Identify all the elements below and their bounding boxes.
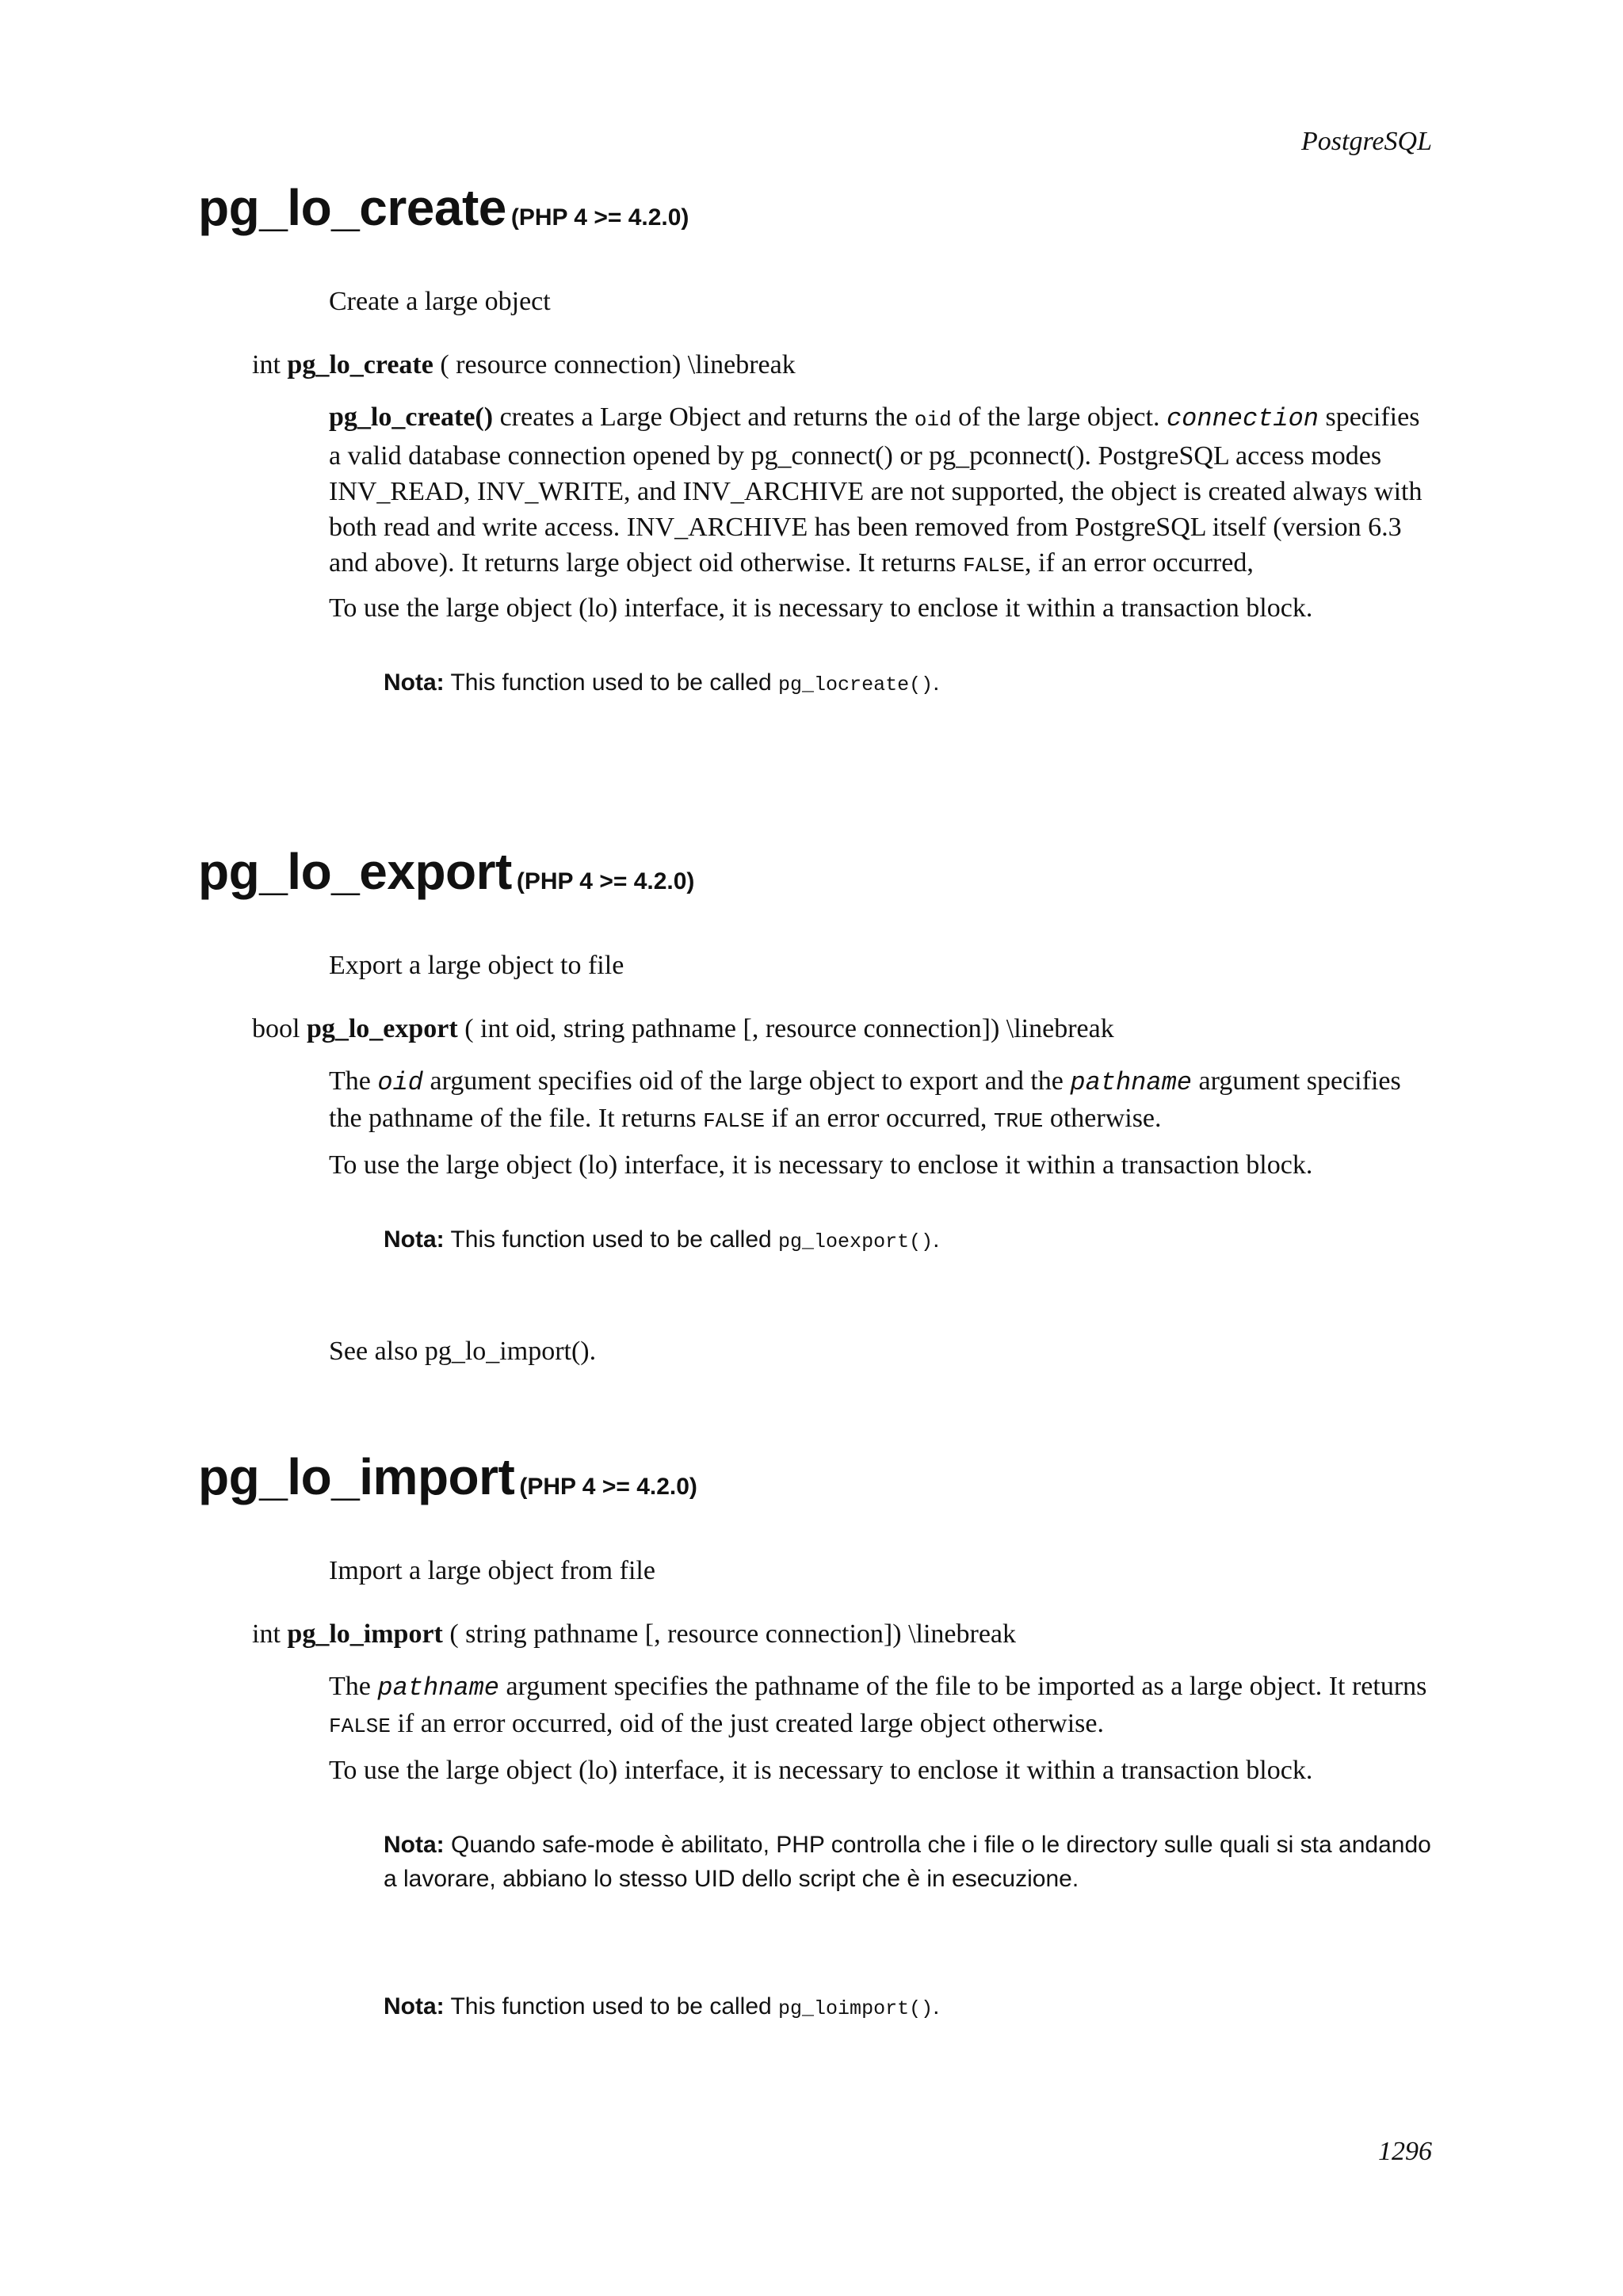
note-label: Nota: [384, 669, 445, 696]
version-info: (PHP 4 >= 4.2.0) [510, 204, 689, 231]
description-paragraph: The pathname argument specifies the pathname of the file to be imported as a large object. It returns FALSE if an error occurred, oid of the just created large object otherwise. [329, 1672, 1427, 1738]
see-also: See also pg_lo_import(). [329, 1337, 597, 1366]
note-block: Nota: This function used to be called pg_loexport(). [384, 1226, 940, 1253]
function-name: pg_lo_import [198, 1448, 515, 1505]
function-synopsis [252, 350, 796, 380]
note-label: Nota: [384, 1993, 445, 2019]
function-name: pg_lo_export [198, 843, 512, 900]
code-literal: oid [914, 408, 952, 432]
synopsis-function-name: pg_lo_create [287, 350, 433, 379]
entry-pg-lo-export [198, 843, 1434, 900]
parameter-name: pathname [1070, 1068, 1192, 1097]
function-synopsis [252, 1014, 1114, 1044]
synopsis-params: ( int oid, string pathname [, resource connection]) \linebreak [464, 1014, 1114, 1043]
purpose-text: Export a large object to file [329, 951, 624, 980]
purpose-text: Create a large object [329, 287, 551, 316]
transaction-paragraph: To use the large object (lo) interface, it is necessary to enclose it within a transaction block. [329, 593, 1313, 623]
parameter-name: oid [377, 1068, 423, 1097]
entry-title [198, 1448, 1434, 1505]
page-number: 1296 [1378, 2137, 1432, 2166]
return-type: int [252, 350, 281, 379]
code-literal: pg_locreate() [778, 673, 934, 696]
function-synopsis [252, 1619, 1016, 1650]
function-reference: pg_lo_create() [329, 402, 494, 432]
entry-pg-lo-import [198, 1448, 1434, 1505]
safe-mode-note: Nota: Quando safe-mode è abilitato, PHP controlla che i file o le directory sulle quali si sta andando a lavorare, abbiano lo stesso UID dello script che è in esecuzione. [384, 1832, 1431, 1892]
description-paragraph: pg_lo_create() creates a Large Object and returns the oid of the large object. connection specifies a valid database connection opened by pg_connect() or pg_pconnect(). PostgreSQL access modes INV_READ, INV_WRITE, and INV_ARCHIVE are not supported, the object is created always with both read and write access. INV_ARCHIVE has been removed from PostgreSQL itself (version 6.3 and above). It returns large object oid otherwise. It returns FALSE, if an error occurred, [329, 402, 1423, 578]
code-literal: TRUE [993, 1109, 1044, 1133]
note-block: Nota: This function used to be called pg_loimport(). [384, 1993, 940, 2020]
function-name: pg_lo_create [198, 179, 506, 236]
code-literal: FALSE [963, 554, 1025, 578]
transaction-paragraph: To use the large object (lo) interface, it is necessary to enclose it within a transaction block. [329, 1150, 1313, 1180]
synopsis-function-name: pg_lo_export [306, 1014, 458, 1043]
parameter-name: pathname [377, 1673, 499, 1703]
synopsis-params: ( string pathname [, resource connection]) \linebreak [449, 1619, 1017, 1649]
version-info: (PHP 4 >= 4.2.0) [519, 1474, 697, 1500]
entry-pg-lo-create [198, 179, 1434, 236]
code-literal: pg_loimport() [778, 1997, 934, 2020]
code-literal: FALSE [703, 1109, 766, 1133]
version-info: (PHP 4 >= 4.2.0) [516, 868, 695, 894]
code-literal: pg_loexport() [778, 1230, 934, 1253]
purpose-text: Import a large object from file [329, 1556, 655, 1585]
note-label: Nota: [384, 1832, 445, 1858]
return-type: int [252, 1619, 281, 1649]
parameter-name: connection [1166, 404, 1319, 433]
running-header: PostgreSQL [1301, 127, 1432, 156]
code-literal: FALSE [329, 1714, 391, 1738]
synopsis-params: ( resource connection) \linebreak [440, 350, 796, 379]
note-label: Nota: [384, 1226, 445, 1253]
synopsis-function-name: pg_lo_import [287, 1619, 443, 1649]
entry-title [198, 843, 1434, 900]
return-type: bool [252, 1014, 300, 1043]
entry-title [198, 179, 1434, 236]
transaction-paragraph: To use the large object (lo) interface, it is necessary to enclose it within a transaction block. [329, 1756, 1313, 1785]
description-paragraph: The oid argument specifies oid of the large object to export and the pathname argument specifies the pathname of the file. It returns FALSE if an error occurred, TRUE otherwise. [329, 1066, 1401, 1133]
note-block: Nota: This function used to be called pg_locreate(). [384, 669, 940, 696]
